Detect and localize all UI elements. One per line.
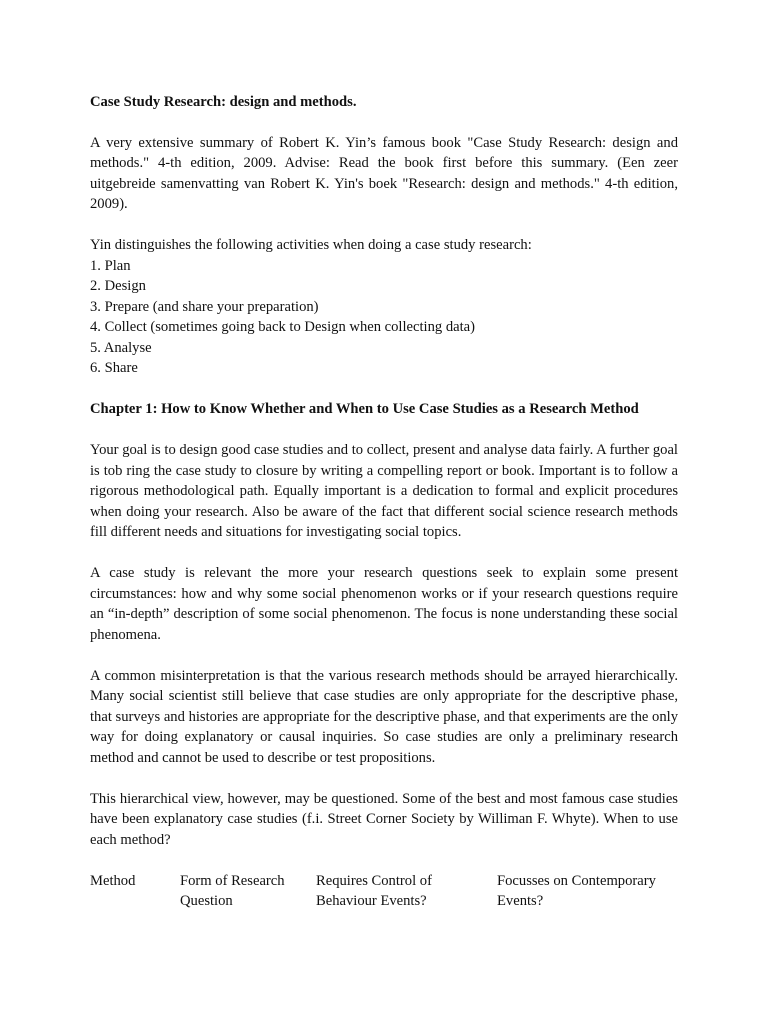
- list-item: 5. Analyse: [90, 339, 152, 356]
- list-item: 3. Prepare (and share your preparation): [90, 298, 319, 315]
- table-header-contemporary: Focusses on Contemporary Events?: [497, 872, 656, 909]
- list-item: 1. Plan: [90, 257, 131, 274]
- list-item: 6. Share: [90, 360, 138, 376]
- list-item: 4. Collect (sometimes going back to Design when collecting data): [90, 319, 476, 335]
- table-header-question-form: Form of Research Question: [180, 872, 285, 909]
- paragraph-hierarchical-view: This hierarchical view, however, may be questioned. Some of the best and most famous case studies have been explanatory case studies (f.i. Street Corner Society by Williman F. Whyte). When to use each method?: [90, 790, 678, 848]
- document-title: Case Study Research: design and methods.: [90, 94, 357, 110]
- document-page: [90, 92, 678, 913]
- method-table-header: [90, 871, 678, 913]
- intro-paragraph: A very extensive summary of Robert K. Yin’s famous book "Case Study Research: design and methods." 4-th edition, 2009. Advise: Read the book first before this summary. (Een zeer uitgebreide samenvatting van Robert K. Yin's boek "Research: design and methods." 4-th edition, 2009).: [90, 134, 678, 212]
- paragraph-goal: Your goal is to design good case studies and to collect, present and analyse data fairly. A further goal is tob ring the case study to closure by writing a compelling report or book. Important is to follow a rigorous methodological path. Equally important is a dedication to formal and explicit procedures when doing your research. Also be aware of the fact that different social science research methods fill different needs and situations for investigating social topics.: [90, 442, 678, 540]
- list-item: 2. Design: [90, 278, 146, 294]
- table-header-method: Method: [90, 872, 136, 889]
- table-header-control: Requires Control of Behaviour Events?: [316, 872, 432, 909]
- activities-intro: Yin distinguishes the following activities when doing a case study research:: [90, 237, 532, 253]
- chapter-heading: Chapter 1: How to Know Whether and When to Use Case Studies as a Research Method: [90, 401, 639, 417]
- paragraph-relevance: A case study is relevant the more your research questions seek to explain some present circumstances: how and why some social phenomenon works or if your research questions require an “in-depth” description of some social phenomenon. The focus is none understanding these social phenomena.: [90, 565, 678, 643]
- paragraph-misinterpretation: A common misinterpretation is that the various research methods should be arrayed hierarchically. Many social scientist still believe that case studies are only appropriate for the descriptive phase, that surveys and histories are appropriate for the descriptive phase, and that experiments are the only way for doing explanatory or causal inquiries. So case studies are only a preliminary research method and cannot be used to describe or test propositions.: [90, 667, 678, 766]
- activities-list: [90, 256, 678, 379]
